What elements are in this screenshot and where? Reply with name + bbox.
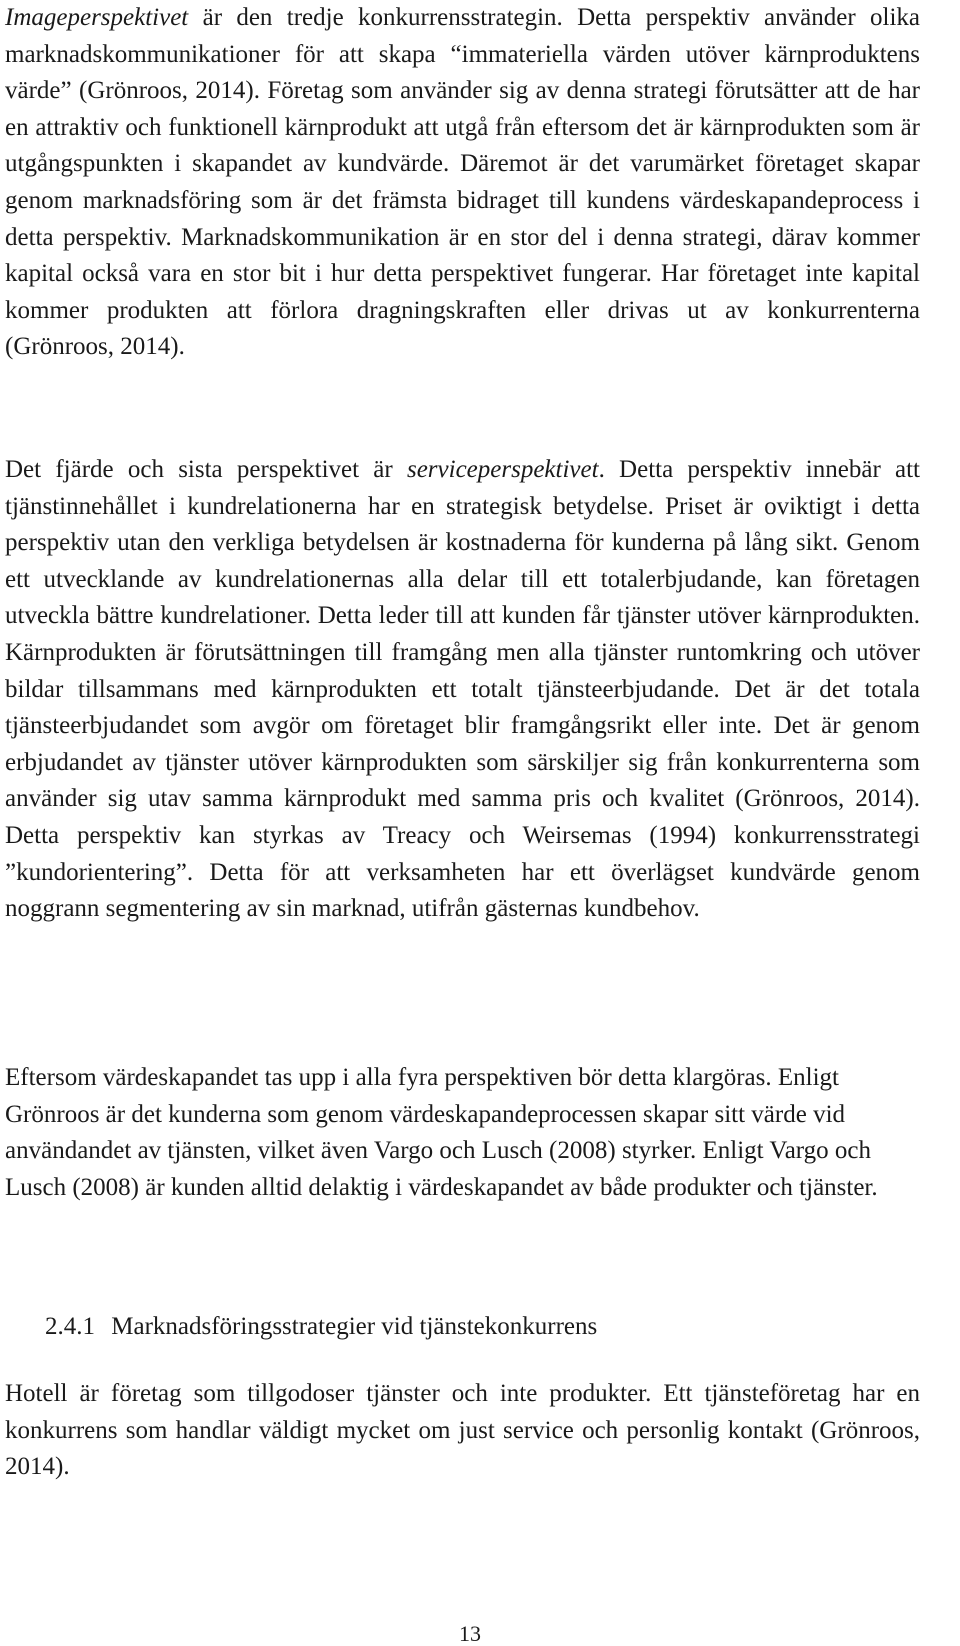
page-number: 13 — [459, 1621, 481, 1646]
paragraph-value-creation — [5, 1060, 920, 1206]
paragraph-text: är den tredje konkurrensstrategin. Detta perspektiv använder olika marknadskommunikationer för att skapa “immateriella värden utöver kärnproduktens värde” (Grönroos, 2014). Företag som använder sig av denna strategi förutsätter att de har en attraktiv och funktionell kärnprodukt att utgå från eftersom det är kärnprodukten som är utgångspunkten i skapandet av kundvärde. Däremot är det varumärket företaget skapar genom marknadsföring som är det främsta bidraget till kundens värdeskapandeprocess i detta perspektiv. Marknadskommunikation är en stor del i denna strategi, därav kommer kapital också vara en stor bit i hur detta perspektivet fungerar. Har företaget inte kapital kommer produkten att förlora dragningskraften eller drivas ut av konkurrenterna (Grönroos, 2014). — [5, 4, 920, 361]
paragraph-hotel — [5, 1376, 920, 1486]
italic-term: Imageperspektivet — [5, 4, 189, 31]
paragraph-image-perspective — [5, 0, 920, 366]
section-number: 2.4.1 — [45, 1313, 95, 1340]
paragraph-text: Eftersom värdeskapandet tas upp i alla fyra perspektiven bör detta klargöras. Enligt Grönroos är det kunderna som genom värdeskapandeprocessen skapar sitt värde vid användandet av tjänsten, vilket även Vargo och Lusch (2008) styrker. Enligt Vargo och Lusch (2008) är kunden alltid delaktig i värdeskapandet av både produkter och tjänster. — [5, 1064, 878, 1201]
paragraph-text: . Detta perspektiv innebär att tjänstinnehållet i kundrelationerna har en strategisk betydelse. Priset är oviktigt i detta perspektiv utan den verkliga betydelsen är kostnaderna för kunderna på lång sikt. Genom ett utvecklande av kundrelationernas alla delar till ett totalerbjudande, kan företagen utveckla bättre kundrelationer. Detta leder till att kunden får tjänster utöver kärnprodukten. Kärnprodukten är förutsättningen till framgång men alla tjänster runtomkring och utöver bildar tillsammans med kärnprodukten ett totalt tjänsteerbjudande. Det är det totala tjänsteerbjudandet som avgör om företaget blir framgångsrikt eller inte. Det är genom erbjudandet av tjänster utöver kärnprodukten som särskiljer sig från konkurrenterna som använder sig utav samma kärnprodukt med samma pris och kvalitet (Grönroos, 2014). Detta perspektiv kan styrkas av Treacy och Weirsemas (1994) konkurrensstrategi ”kundorientering”. Detta för att verksamheten har ett överlägset kundvärde genom noggrann segmentering av sin marknad, utifrån gästernas kundbehov. — [5, 456, 921, 923]
paragraph-service-perspective — [5, 452, 920, 928]
italic-term: serviceperspektivet — [406, 456, 599, 483]
section-title: Marknadsföringsstrategier vid tjänstekonkurrens — [111, 1313, 598, 1340]
paragraph-text: Det fjärde och sista perspektivet är — [5, 456, 407, 483]
paragraph-text: Hotell är företag som tillgodoser tjänster och inte produkter. Ett tjänsteföretag har en konkurrens som handlar väldigt mycket om just service och personlig kontakt (Grönroos, 2014). — [5, 1380, 920, 1481]
section-heading — [45, 1309, 597, 1345]
